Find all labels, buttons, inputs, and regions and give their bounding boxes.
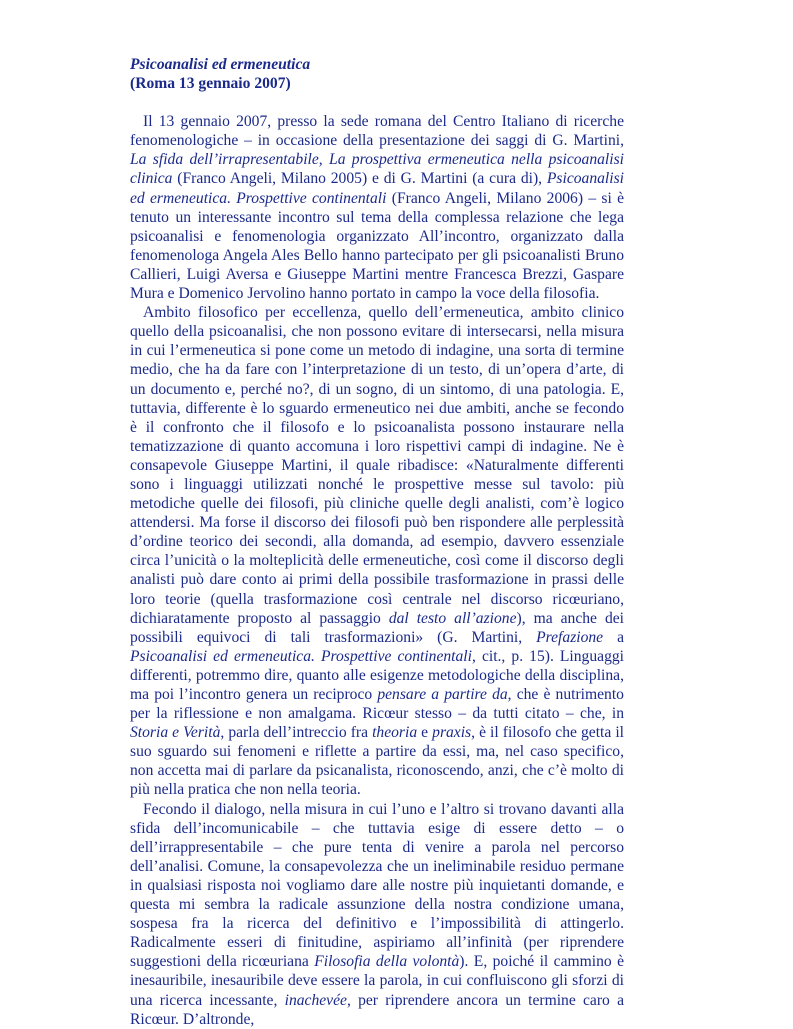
text-run: ), ma anche dei possibili equivoci di tali trasformazioni» (G. Martini, [130, 609, 624, 646]
article-title: Psicoanalisi ed ermeneutica [130, 56, 311, 73]
text-run: a [603, 628, 624, 646]
book-title: Psicoanalisi ed ermeneutica. Prospettive continentali [130, 170, 624, 207]
article-date: (Roma 13 gennaio 2007) [130, 75, 291, 93]
text-run: ). E, poiché il cammino è inesauribile, inesauribile deve essere la parola, in cui confluiscono gli sforzi di una ricerca incessante, [130, 953, 624, 1009]
text-run: , per riprendere ancora un termine caro a Ricœur. D’altronde, [130, 991, 624, 1028]
italic-phrase: theoria [372, 724, 418, 742]
italic-phrase: praxis [432, 724, 472, 742]
paragraph-3 [130, 800, 624, 1029]
italic-phrase: pensare a partire da [377, 686, 508, 703]
italic-phrase: Prefazione [536, 628, 604, 646]
text-run: (Franco Angeli, Milano 2005) e di G. Martini (a cura di), [172, 170, 547, 188]
book-title: Storia e Verità [130, 724, 221, 742]
italic-phrase: inachevée [284, 991, 347, 1009]
book-title: Psicoanalisi ed ermeneutica. Prospettive continentali [130, 647, 472, 665]
paragraph-1 [130, 112, 624, 303]
text-run: , cit., p. 15). Linguaggi differenti, potremmo dire, quanto alle esigenze metodologiche della disciplina, ma poi l’incontro genera un reciproco [130, 647, 624, 703]
text-run: Il 13 gennaio 2007, presso la sede romana del Centro Italiano di ricerche fenomenologiche – in occasione della presentazione dei saggi di G. Martini, [130, 113, 624, 150]
book-title: Filosofia della volontà [314, 953, 460, 971]
italic-phrase: dal testo all’azione [388, 609, 517, 627]
book-title: La sfida dell’irrapresentabile, La prospettiva ermeneutica nella psicoanalisi clinica [130, 151, 624, 188]
article-body [130, 55, 624, 1029]
text-run: Ambito filosofico per eccellenza, quello dell’ermeneutica, ambito clinico quello della psicoanalisi, che non possono evitare di intersecarsi, nella misura in cui l’ermeneutica si pone come un metodo di indagine, una sorta di termine medio, che ha da fare con l’interpretazione di un testo, di un’opera d’arte, di un documento e, perché no?, di un sogno, di un sintomo, di una patologia. E, tuttavia, differente è lo sguardo ermeneutico nei due ambiti, anche se fecondo è il confronto che il filosofo e lo psicoanalista possono instaurare nella tematizzazione di quanto accomuna i loro rispettivi campi di indagine. Ne è consapevole Giuseppe Martini, il quale ribadisce: «Naturalmente differenti sono i linguaggi utilizzati nonché le prospettive messe sul tavolo: più metodiche quelle dei filosofi, più cliniche quelle degli analisti, com’è logico attendersi. Ma forse il discorso dei filosofi può ben rispondere alle perplessità d’ordine teorico dei secondi, alla domanda, ad esempio, davvero essenziale circa l’unicità o la molteplicità delle ermeneutiche, così come il discorso degli analisti può dare conto ai primi della possibile trasformazione in prassi delle loro teorie (quella trasformazione così centrale nel discorso ricœuriano, dichiaratamente proposto al passaggio [130, 304, 624, 627]
text-run: (Franco Angeli, Milano 2006) – si è tenuto un interessante incontro sul tema della complessa relazione che lega psicoanalisi e fenomenologia organizzato All’incontro, organizzato dalla fenomenologa Angela Ales Bello hanno partecipato per gli psicoanalisti Bruno Callieri, Luigi Aversa e Giuseppe Martini mentre Francesca Brezzi, Gaspare Mura e Domenico Jervolino hanno portato in campo la voce della filosofia. [130, 189, 625, 303]
text-run: , parla dell’intreccio fra [220, 724, 373, 742]
text-run: , è il filosofo che getta il suo sguardo sui fenomeni e riflette a partire da essi, ma, nel caso specifico, non accetta mai di parlare da psicanalista, riconoscendo, anzi, che c’è molto di più nella pratica che non nella teoria. [130, 724, 625, 799]
text-run: , che è nutrimento per la riflessione e non amalgama. Ricœur stesso – da tutti citato – che, in [130, 686, 624, 723]
text-run: Fecondo il dialogo, nella misura in cui l’uno e l’altro si trovano davanti alla sfida dell’incomunicabile – che tuttavia esige di essere detto – o dell’irrappresentabile – che pure tenta di venire a parola nel percorso dell’analisi. Comune, la consapevolezza che un ineliminabile residuo permane in qualsiasi risposta noi vogliamo dare alle nostre più inquietanti domande, e questa mi sembra la radicale assunzione della nostra condizione umana, sospesa fra la ricerca del definitivo e l’impossibilità di attingerlo. Radicalmente esseri di finitudine, aspiriamo all’infinità (per riprendere suggestioni della ricœuriana [130, 800, 624, 971]
text-run: e [417, 724, 433, 742]
paragraph-2 [130, 303, 624, 799]
